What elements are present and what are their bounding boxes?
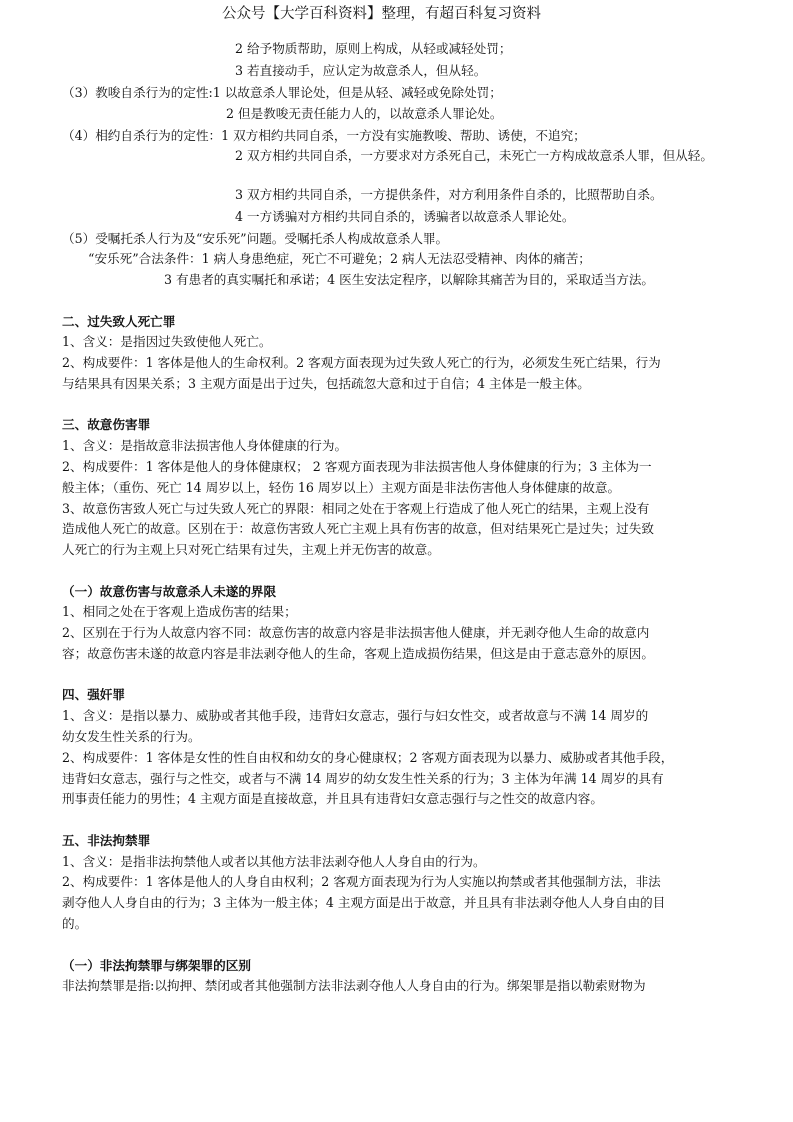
text-line: 3 双方相约共同自杀，一方提供条件，对方利用条件自杀的，比照帮助自杀。 [235, 187, 663, 202]
text-line: 造成他人死亡的故意。区别在于：故意伤害致人死亡主观上具有伤害的故意，但对结果死亡是过失；过失致 [62, 521, 654, 536]
text-line: 2 双方相约共同自杀，一方要求对方杀死自己，未死亡一方构成故意杀人罪，但从轻。 [235, 148, 713, 163]
text-line: 2、构成要件：1 客体是他人的身体健康权； 2 客观方面表现为非法损害他人身体健康的行为；3 主体为一 [62, 459, 652, 474]
text-line: “安乐死”合法条件：1 病人身患绝症，死亡不可避免；2 病人无法忍受精神、肉体的痛苦； [88, 251, 591, 266]
text-line: 容；故意伤害未遂的故意内容是非法剥夺他人的生命，客观上造成损伤结果，但这是由于意志意外的原因。 [62, 646, 654, 661]
text-line: 2、构成要件：1 客体是他人的人身自由权利；2 客观方面表现为行为人实施以拘禁或者其他强制方法，非法 [62, 874, 661, 889]
subsection-heading: （一）故意伤害与故意杀人未遂的界限 [62, 584, 277, 599]
text-line: 3、故意伤害致人死亡与过失致人死亡的界限：相同之处在于客观上行造成了他人死亡的结果，主观上没有 [62, 501, 650, 516]
text-line: （5）受嘱托杀人行为及“安乐死”问题。受嘱托杀人构成故意杀人罪。 [62, 231, 449, 246]
text-line: 幼女发生性关系的行为。 [62, 729, 201, 744]
text-line: 3 有患者的真实嘱托和承诺；4 医生安法定程序，以解除其痛苦为目的，采取适当方法。 [164, 272, 655, 287]
text-line: 剥夺他人人身自由的行为；3 主体为一般主体；4 主观方面是出于故意，并且具有非法剥夺他人人身自由的目 [62, 895, 666, 910]
text-line: 2、构成要件：1 客体是他人的生命权利。2 客观方面表现为过失致人死亡的行为，必须发生死亡结果，行为 [62, 355, 661, 370]
text-line: 1、含义：是指非法拘禁他人或者以其他方法非法剥夺他人人身自由的行为。 [62, 854, 486, 869]
text-line: 1、相同之处在于客观上造成伤害的结果； [62, 604, 297, 619]
text-line: 2、构成要件：1 客体是女性的性自由权和幼女的身心健康权；2 客观方面表现为以暴力、威胁或者其他手段， [62, 750, 674, 765]
text-line: 2 但是教唆无责任能力人的，以故意杀人罪论处。 [226, 106, 503, 121]
section-heading: 三、故意伤害罪 [62, 417, 151, 432]
text-line: （4）相约自杀行为的定性：1 双方相约共同自杀，一方没有实施教唆、帮助、诱使，不追究； [62, 128, 586, 143]
text-line: 般主体；（重伤、死亡 14 周岁以上，轻伤 16 周岁以上）主观方面是非法伤害他人身体健康的故意。 [62, 480, 621, 495]
text-line: 人死亡的行为主观上只对死亡结果有过失，主观上并无伤害的故意。 [62, 542, 440, 557]
text-line: 1、含义：是指因过失致使他人死亡。 [62, 334, 272, 349]
text-line: 的。 [62, 916, 88, 931]
text-line: 2 给予物质帮助，原则上构成，从轻或减轻处罚； [235, 41, 512, 56]
subsection-heading: （一）非法拘禁罪与绑架罪的区别 [62, 958, 251, 973]
text-line: 非法拘禁罪是指:以拘押、禁闭或者其他强制方法非法剥夺他人人身自由的行为。绑架罪是指以勒索财物为 [62, 978, 646, 993]
section-heading: 二、过失致人死亡罪 [62, 314, 176, 329]
text-line: 1、含义：是指故意非法损害他人身体健康的行为。 [62, 438, 348, 453]
text-line: 与结果具有因果关系；3 主观方面是出于过失，包括疏忽大意和过于自信；4 主体是一般主体。 [62, 376, 590, 391]
page-header: 公众号【大学百科资料】整理，有超百科复习资料 [222, 6, 541, 22]
section-heading: 五、非法拘禁罪 [62, 833, 151, 848]
text-line: 4 一方诱骗对方相约共同自杀的，诱骗者以故意杀人罪论处。 [235, 209, 575, 224]
text-line: 2、区别在于行为人故意内容不同：故意伤害的故意内容是非法损害他人健康，并无剥夺他人生命的故意内 [62, 625, 650, 640]
text-line: 3 若直接动手，应认定为故意杀人，但从轻。 [235, 63, 487, 78]
text-line: 刑事责任能力的男性；4 主观方面是直接故意，并且具有违背妇女意志强行与之性交的故意内容。 [62, 791, 603, 806]
text-line: 1、含义：是指以暴力、威胁或者其他手段，违背妇女意志，强行与妇女性交，或者故意与不满 14 周岁的 [62, 708, 649, 723]
text-line: （3）教唆自杀行为的定性:1 以故意杀人罪论处，但是从轻、减轻或免除处罚； [62, 85, 502, 100]
section-heading: 四、强奸罪 [62, 687, 125, 702]
text-line: 违背妇女意志，强行与之性交，或者与不满 14 周岁的幼女发生性关系的行为；3 主体为年满 14 周岁的具有 [62, 771, 664, 786]
